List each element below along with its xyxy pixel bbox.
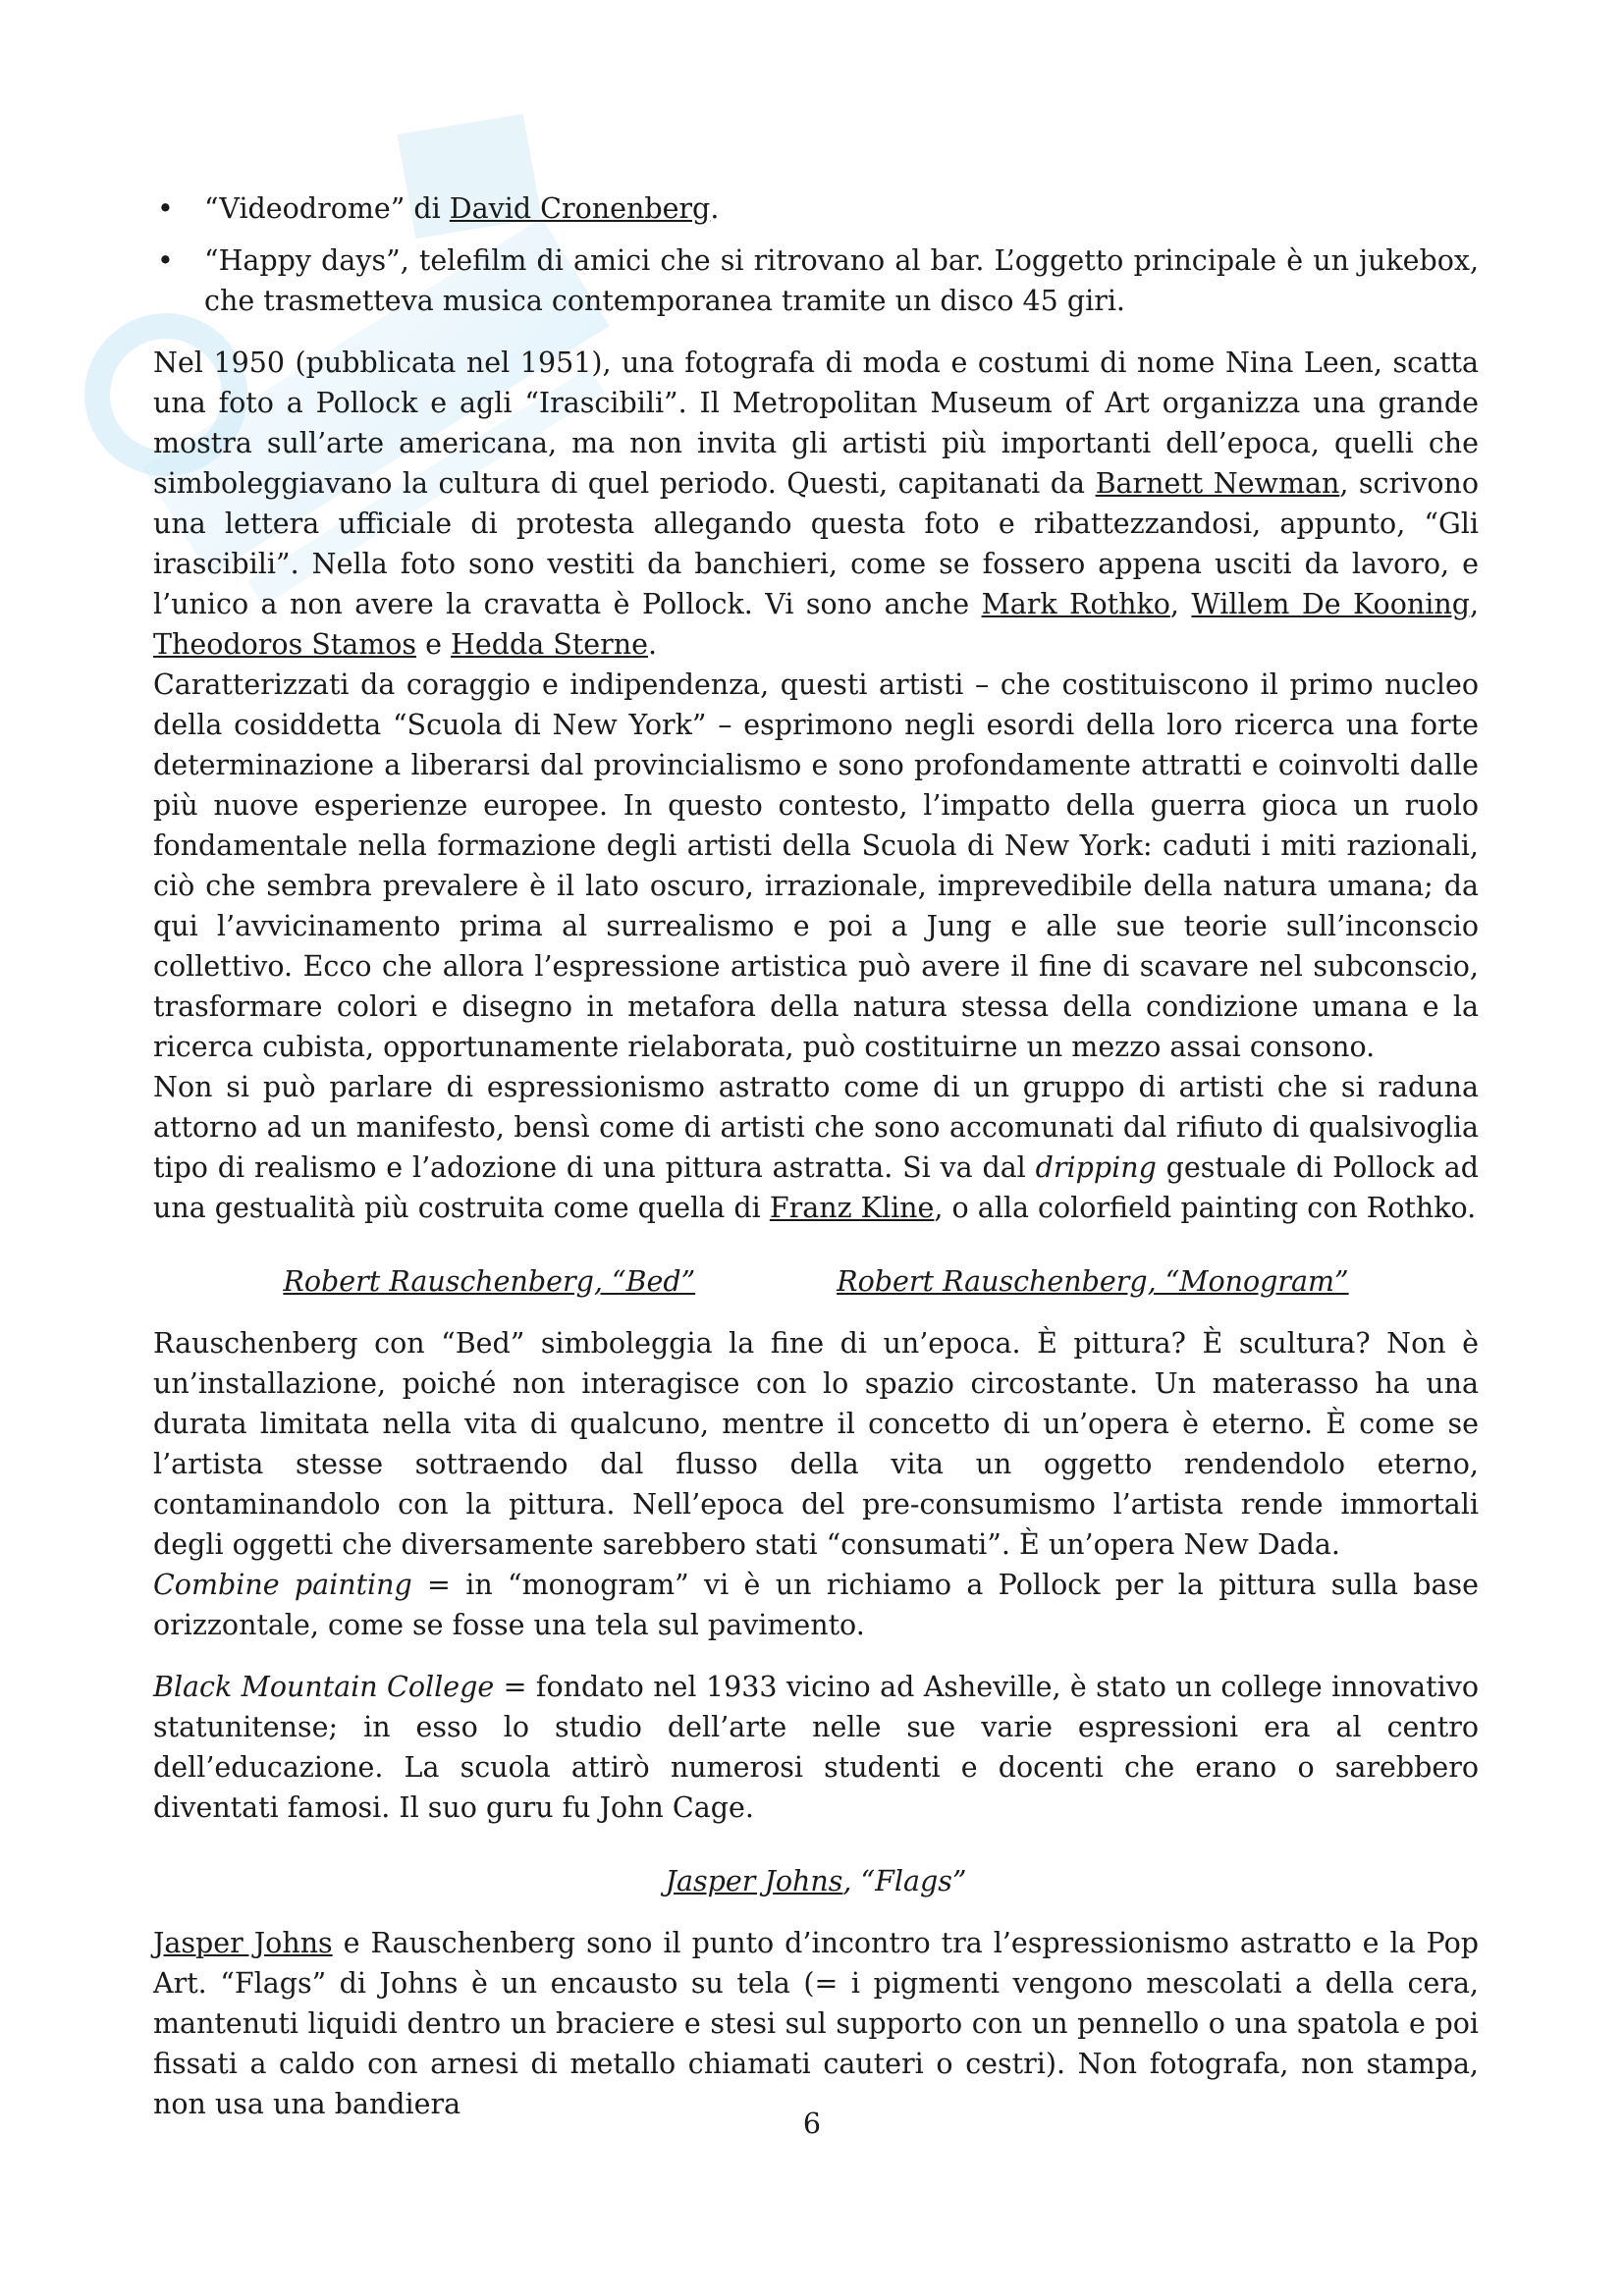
paragraph-black-mountain-college: Black Mountain College = fondato nel 1933 vicino ad Asheville, è stato un college innovativo statunitense; in esso lo studio dell’arte nelle sue varie espressioni era al centro dell’educazione. La scuola attirò numerosi studenti e docenti che erano o sarebbero diventati famosi. Il suo guru fu John Cage.: [153, 1671, 1479, 1824]
link-mark-rothko[interactable]: Mark Rothko: [981, 588, 1170, 620]
link-david-cronenberg[interactable]: David Cronenberg: [449, 192, 711, 225]
paragraph-combine-painting: Combine painting = in “monogram” vi è un richiamo a Pollock per la pittura sulla base orizzontale, come se fosse una tela sul pavimento.: [153, 1569, 1479, 1641]
page-content: [153, 188, 1479, 2124]
section-titles-rauschenberg: [153, 1261, 1479, 1302]
section-title-flags: Jasper Johns, “Flags”: [665, 1865, 967, 1897]
link-barnett-newman[interactable]: Barnett Newman: [1095, 467, 1340, 500]
link-theodoros-stamos[interactable]: Theodoros Stamos: [153, 628, 417, 661]
link-franz-kline[interactable]: Franz Kline: [769, 1192, 935, 1224]
bullet-item: • “Videodrome” di David Cronenberg.: [153, 188, 1479, 229]
title-bed: Robert Rauschenberg, “Bed”: [283, 1265, 696, 1298]
link-willem-de-kooning[interactable]: Willem De Kooning: [1191, 588, 1470, 620]
paragraph-bed: Rauschenberg con “Bed” simboleggia la fine di un’epoca. È pittura? È scultura? Non è un’installazione, poiché non interagisce con lo spazio circostante. Un materasso ha una durata limitata nella vita di qualcuno, mentre il concetto di un’opera è eterno. È come se l’artista stesse sottraendo dal flusso della vita un oggetto rendendolo eterno, contaminandolo con la pittura. Nell’epoca del pre-consumismo l’artista rende immortali degli oggetti che diversamente sarebbero stati “consumati”. È un’opera New Dada.: [153, 1327, 1479, 1561]
paragraph-espressionismo-astratto: Non si può parlare di espressionismo astratto come di un gruppo di artisti che si raduna attorno ad un manifesto, bensì come di artisti che sono accomunati dal rifiuto di qualsivoglia tipo di realismo e l’adozione di una pittura astratta. Si va dal dripping gestuale di Pollock ad una gestualità più costruita come quella di Franz Kline, o alla colorfield painting con Rothko.: [153, 1071, 1479, 1224]
paragraph-jasper-johns: Jasper Johns e Rauschenberg sono il punto d’incontro tra l’espressionismo astratto e la Pop Art. “Flags” di Johns è un encausto su tela (= i pigmenti vengono mescolati a della cera, mantenuti liquidi dentro un braciere e stesi sul supporto con un pennello o una spatola e poi fissati a caldo con arnesi di metallo chiamati cauteri o cestri). Non fotografa, non stampa, non usa una bandiera: [153, 1927, 1479, 2120]
bullet-dot-icon: •: [157, 244, 174, 277]
bullet-item: • “Happy days”, telefilm di amici che si ritrovano al bar. L’oggetto principale è un jukebox, che trasmetteva musica contemporanea tramite un disco 45 giri.: [153, 240, 1479, 321]
page-number: 6: [802, 2108, 822, 2140]
bullet-dot-icon: •: [157, 192, 174, 225]
link-hedda-sterne[interactable]: Hedda Sterne: [451, 628, 648, 661]
paragraph-irascibili: Nel 1950 (pubblicata nel 1951), una fotografa di moda e costumi di nome Nina Leen, scatta una foto a Pollock e agli “Irascibili”. Il Metropolitan Museum of Art organizza una grande mostra sull’arte americana, ma non invita gli artisti più importanti dell’epoca, quelli che simboleggiavano la cultura di quel periodo. Questi, capitanati da Barnett Newman, scrivono una lettera ufficiale di protesta allegando questa foto e ribattezzandosi, appunto, “Gli irascibili”. Nella foto sono vestiti da banchieri, come se fossero appena usciti da lavoro, e l’unico a non avere la cravatta è Pollock. Vi sono anche Mark Rothko, Willem De Kooning, Theodoros Stamos e Hedda Sterne.: [153, 347, 1480, 661]
title-monogram: Robert Rauschenberg, “Monogram”: [837, 1265, 1349, 1298]
link-jasper-johns-title[interactable]: Jasper Johns: [665, 1865, 843, 1897]
link-jasper-johns[interactable]: Jasper Johns: [153, 1927, 333, 1959]
paragraph-scuola-new-york: Caratterizzati da coraggio e indipendenza, questi artisti – che costituiscono il primo nucleo della cosiddetta “Scuola di New York” – esprimono negli esordi della loro ricerca una forte determinazione a liberarsi dal provincialismo e sono profondamente attratti e coinvolti dalle più nuove esperienze europee. In questo contesto, l’impatto della guerra gioca un ruolo fondamentale nella formazione degli artisti della Scuola di New York: caduti i miti razionali, ciò che sembra prevalere è il lato oscuro, irrazionale, imprevedibile della natura umana; da qui l’avvicinamento prima al surrealismo e poi a Jung e alle sue teorie sull’inconscio collettivo. Ecco che allora l’espressione artistica può avere il fine di scavare nel subconscio, trasformare colori e disegno in metafora della natura stessa della condizione umana e la ricerca cubista, opportunamente rielaborata, può costituirne un mezzo assai consono.: [153, 668, 1479, 1063]
